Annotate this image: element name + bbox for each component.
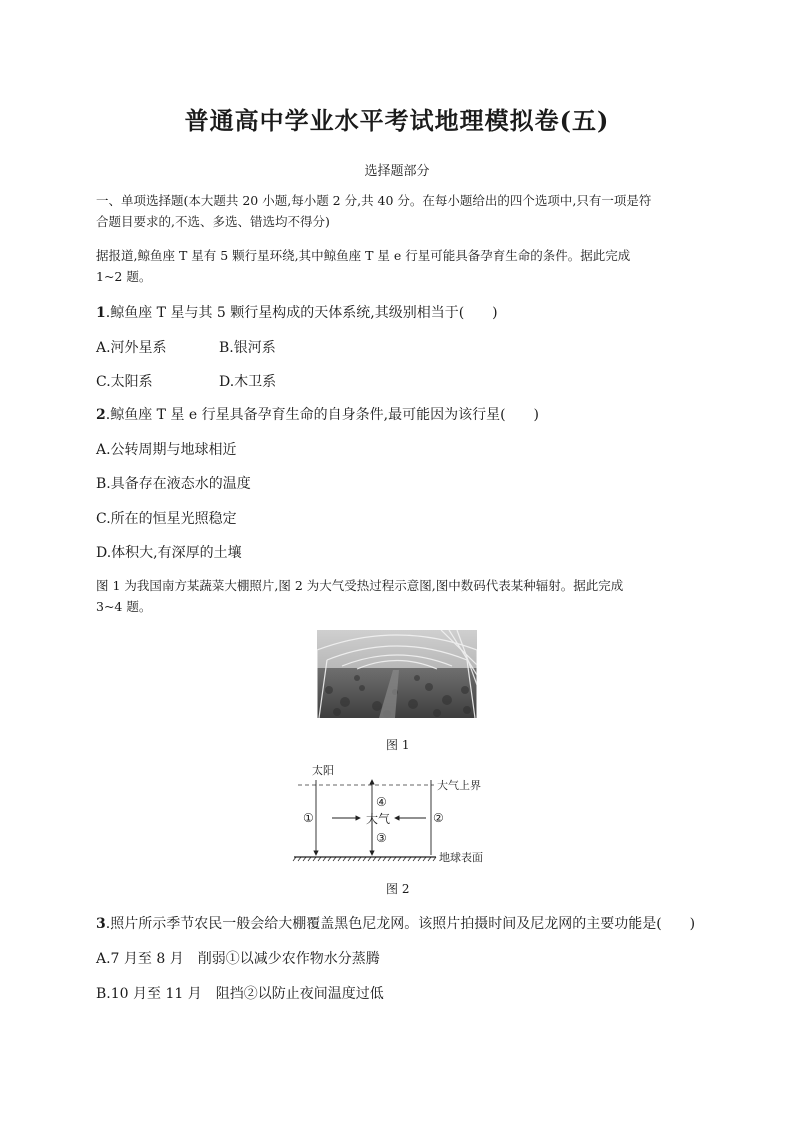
question-1-option-d: D.木卫系	[219, 374, 277, 390]
section-heading: 选择题部分	[364, 164, 430, 179]
question-3-option-a: A.7 月至 8 月 削弱①以减少农作物水分蒸腾	[96, 951, 380, 967]
atmosphere-top-label: 大气上界	[437, 779, 481, 792]
marker-1-label: ①	[303, 811, 314, 825]
passage-2-line-2: 3~4 题。	[96, 599, 152, 614]
question-3-number: 3	[96, 916, 106, 932]
question-3-text: .照片所示季节农民一般会给大棚覆盖黑色尼龙网。该照片拍摄时间及尼龙网的主要功能是( )	[105, 916, 696, 932]
sun-label: 太阳	[312, 764, 334, 777]
marker-4-label: ④	[376, 795, 387, 809]
question-2-number: 2	[96, 407, 106, 423]
instructions-line-1: 一、单项选择题(本大题共 20 小题,每小题 2 分,共 40 分。在每小题给出的四个选项中,只有一项是符	[96, 193, 652, 208]
question-2-option-c: C.所在的恒星光照稳定	[96, 511, 237, 527]
question-1-text: .鲸鱼座 T 星与其 5 颗行星构成的天体系统,其级别相当于( )	[105, 305, 498, 321]
question-2-option-a: A.公转周期与地球相近	[96, 442, 237, 458]
passage-1-line-2: 1~2 题。	[96, 269, 152, 284]
question-1	[96, 302, 498, 322]
question-2	[96, 404, 539, 424]
instructions-line-2: 合题目要求的,不选、多选、错选均不得分)	[96, 214, 330, 229]
question-3-option-b: B.10 月至 11 月 阻挡②以防止夜间温度过低	[96, 986, 384, 1002]
passage-1-line-1: 据报道,鲸鱼座 T 星有 5 颗行星环绕,其中鲸鱼座 T 星 e 行星可能具备孕育生命的条件。据此完成	[96, 248, 631, 263]
question-2-option-b: B.具备存在液态水的温度	[96, 476, 251, 492]
question-1-option-b: B.银河系	[219, 340, 276, 356]
question-1-option-a: A.河外星系	[96, 340, 167, 356]
figure-2-caption: 图 2	[386, 882, 410, 896]
question-2-text: .鲸鱼座 T 星 e 行星具备孕育生命的自身条件,最可能因为该行星( )	[105, 407, 539, 423]
passage-2-line-1: 图 1 为我国南方某蔬菜大棚照片,图 2 为大气受热过程示意图,图中数码代表某种辐射。据此完成	[96, 578, 624, 593]
figure-1-caption: 图 1	[386, 738, 410, 752]
question-1-option-c: C.太阳系	[96, 374, 153, 390]
question-1-number: 1	[96, 305, 106, 321]
atmosphere-heating-diagram	[292, 760, 512, 868]
greenhouse-photo	[317, 630, 477, 718]
question-3	[96, 913, 695, 933]
marker-3-label: ③	[376, 831, 387, 845]
ground-label: 地球表面	[439, 851, 483, 864]
marker-2-label: ②	[433, 811, 444, 825]
question-2-option-d: D.体积大,有深厚的土壤	[96, 545, 242, 561]
atmosphere-label: 大气	[366, 812, 391, 826]
page-title: 普通高中学业水平考试地理模拟卷(五)	[184, 106, 610, 135]
